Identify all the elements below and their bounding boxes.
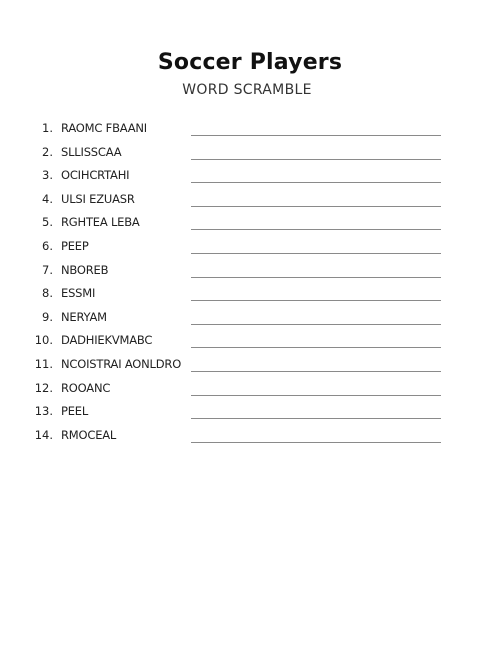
- answer-line[interactable]: [191, 395, 441, 396]
- scrambled-word: PEEP: [61, 238, 89, 253]
- answer-line[interactable]: [191, 324, 441, 325]
- page-subtitle: WORD SCRAMBLE: [182, 82, 312, 98]
- answer-line[interactable]: [191, 159, 441, 160]
- item-number: 6.: [42, 238, 53, 253]
- scramble-item: [0, 425, 500, 449]
- item-number: 2.: [42, 144, 53, 159]
- answer-line[interactable]: [191, 229, 441, 230]
- item-number: 5.: [42, 215, 53, 230]
- scrambled-word: ULSI EZUASR: [61, 191, 135, 206]
- scramble-item: [0, 260, 500, 284]
- answer-line[interactable]: [191, 418, 441, 419]
- scramble-item: [0, 165, 500, 189]
- answer-line[interactable]: [191, 300, 441, 301]
- scramble-item: [0, 401, 500, 425]
- answer-line[interactable]: [191, 253, 441, 254]
- scramble-item: [0, 236, 500, 260]
- scramble-item: [0, 283, 500, 307]
- item-number: 8.: [42, 286, 53, 301]
- scrambled-word: SLLISSCAA: [61, 144, 122, 159]
- scrambled-word: NCOISTRAI AONLDRO: [61, 356, 182, 371]
- item-number: 11.: [34, 356, 53, 371]
- scrambled-word: NERYAM: [61, 309, 107, 324]
- answer-line[interactable]: [191, 182, 441, 183]
- scramble-item: [0, 307, 500, 331]
- scramble-item: [0, 118, 500, 142]
- item-number: 14.: [34, 427, 53, 442]
- scrambled-word: RAOMC FBAANI: [61, 121, 148, 135]
- scrambled-word: ESSMI: [61, 286, 96, 301]
- scramble-list: [0, 118, 500, 448]
- answer-line[interactable]: [191, 371, 441, 372]
- scrambled-word: RMOCEAL: [61, 427, 117, 442]
- scramble-item: [0, 189, 500, 213]
- answer-line[interactable]: [191, 206, 441, 207]
- scramble-item: [0, 378, 500, 402]
- item-number: 7.: [42, 262, 53, 277]
- scramble-item: [0, 142, 500, 166]
- item-number: 3.: [42, 168, 53, 183]
- item-number: 13.: [34, 404, 53, 419]
- scrambled-word: ROOANC: [61, 380, 111, 395]
- scrambled-word: NBOREB: [61, 262, 109, 277]
- scramble-item: [0, 330, 500, 354]
- scrambled-word: PEEL: [61, 404, 89, 419]
- answer-line[interactable]: [191, 135, 441, 136]
- scrambled-word: OCIHCRTAHI: [61, 168, 130, 183]
- scrambled-word: RGHTEA LEBA: [61, 215, 140, 230]
- scramble-item: [0, 212, 500, 236]
- item-number: 9.: [42, 309, 53, 324]
- page-title: Soccer Players: [157, 50, 343, 75]
- item-number: 12.: [34, 380, 53, 395]
- scramble-item: [0, 354, 500, 378]
- answer-line[interactable]: [191, 277, 441, 278]
- item-number: 1.: [42, 121, 53, 135]
- item-number: 4.: [42, 191, 53, 206]
- scrambled-word: DADHIEKVMABC: [61, 333, 153, 348]
- answer-line[interactable]: [191, 347, 441, 348]
- answer-line[interactable]: [191, 442, 441, 443]
- item-number: 10.: [34, 333, 53, 348]
